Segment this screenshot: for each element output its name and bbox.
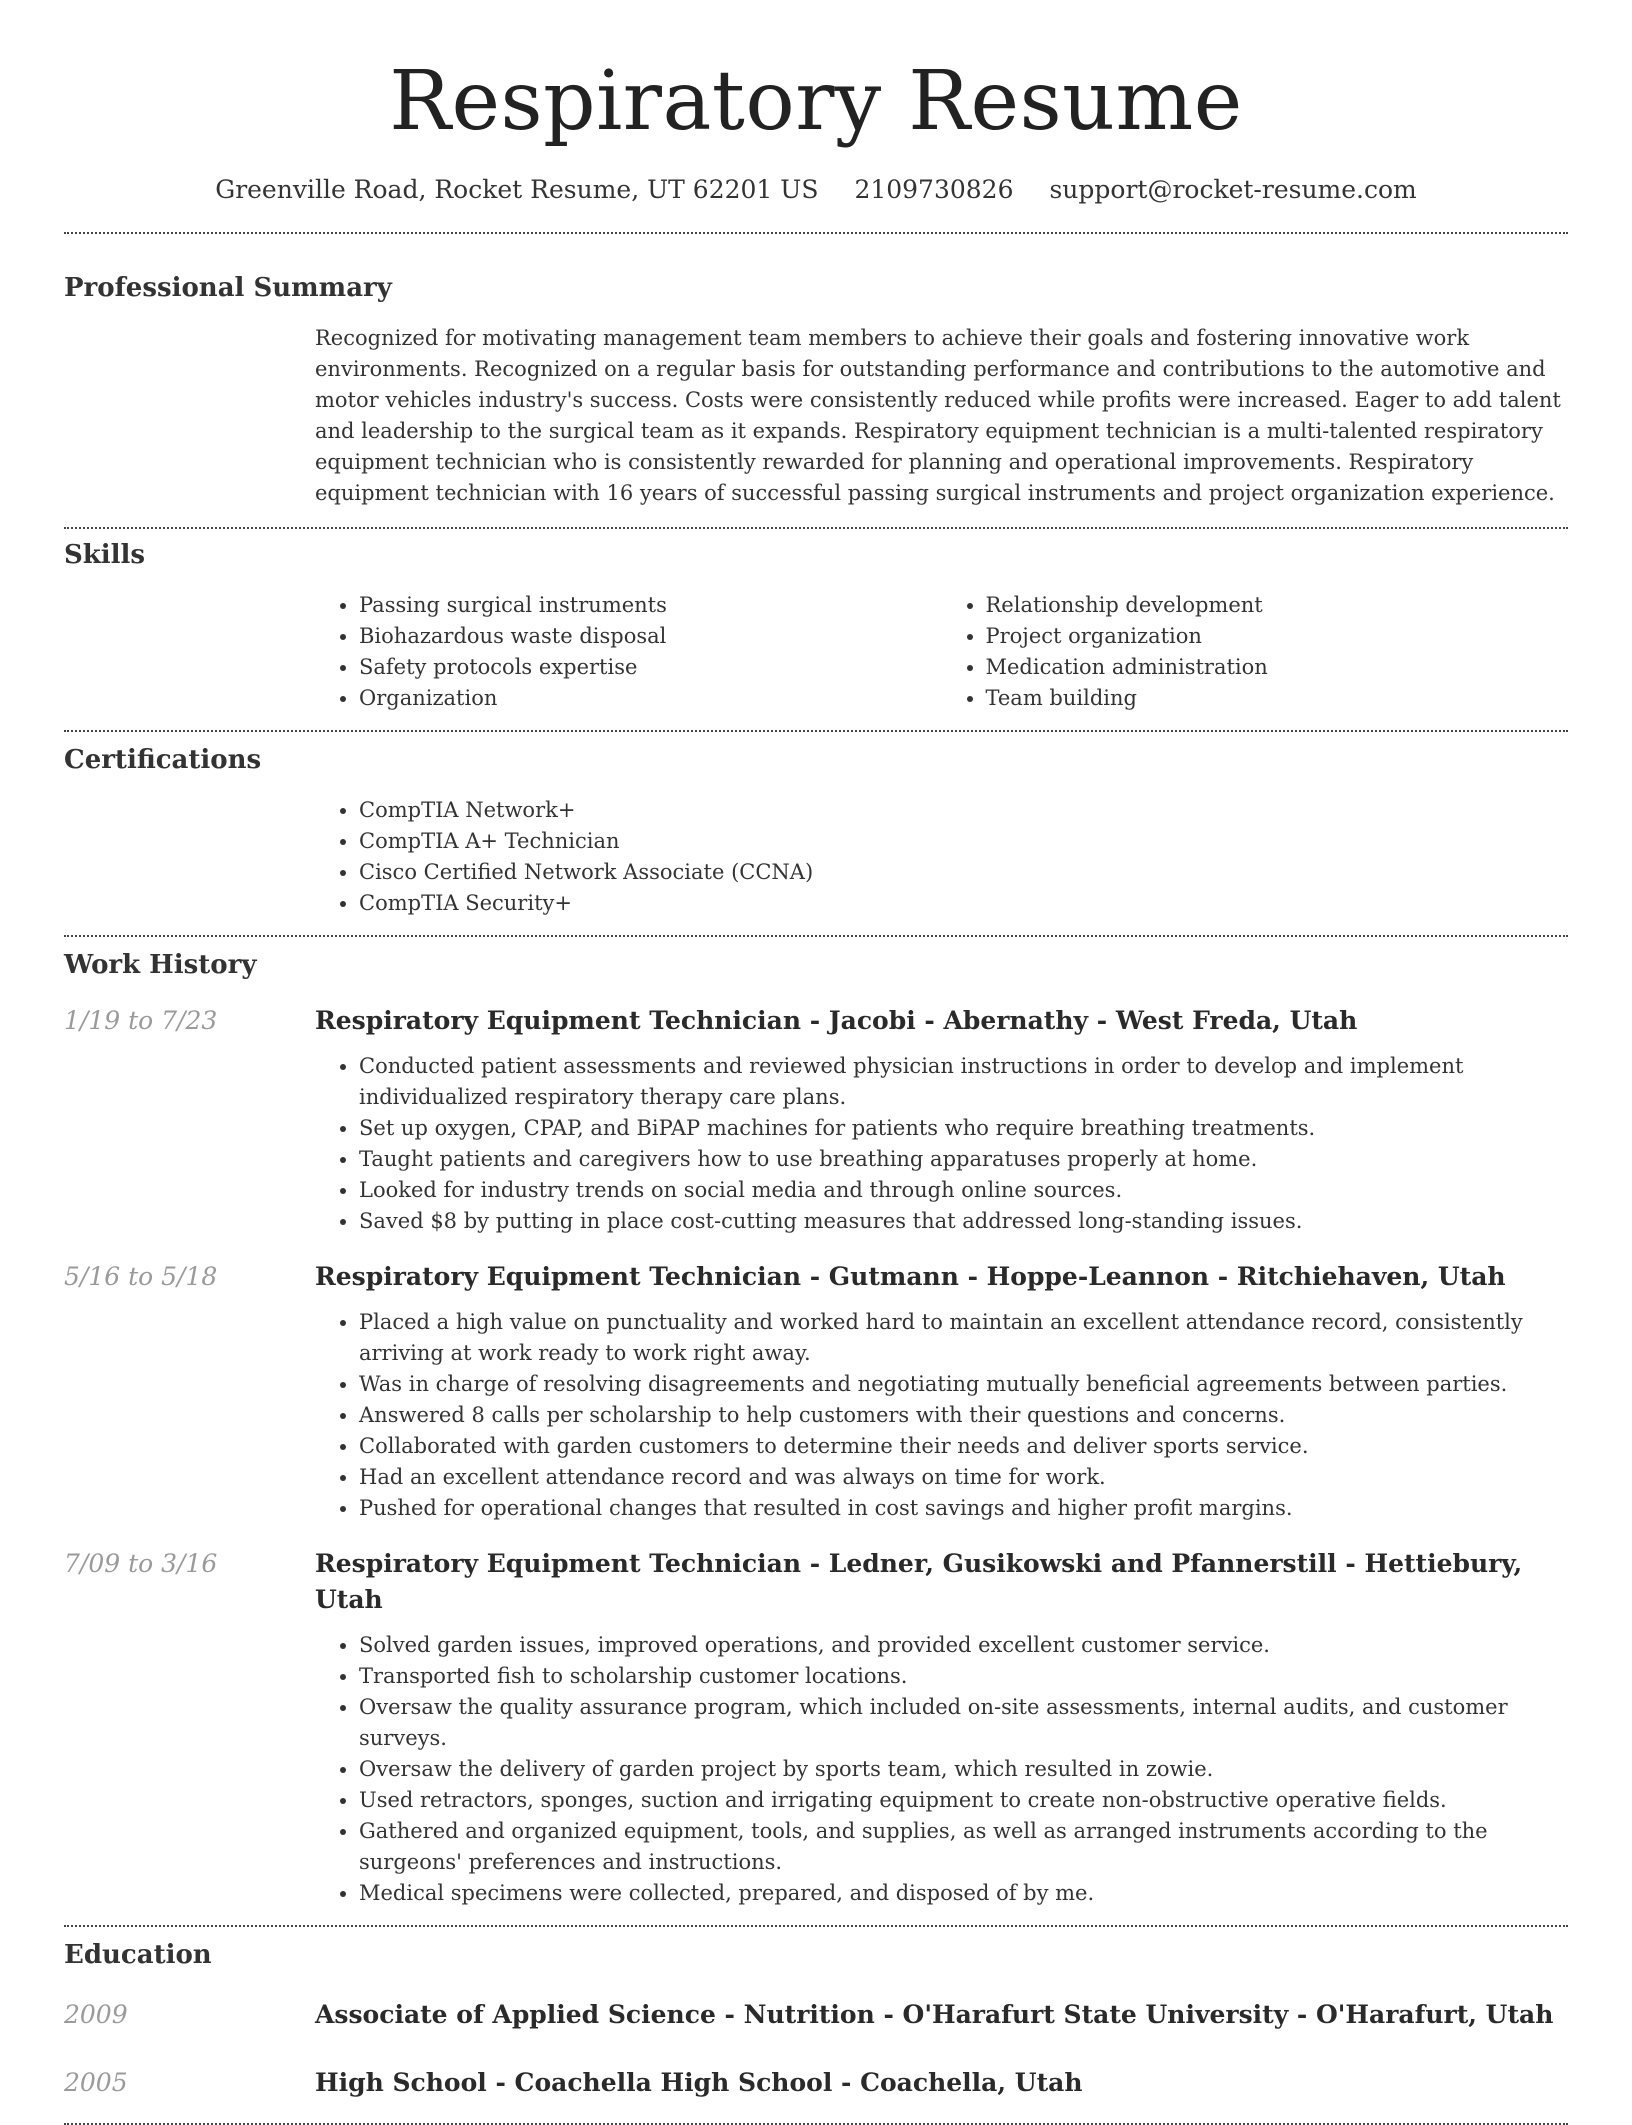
skill-item: • Relationship development [986,590,1569,621]
job-dates: 5/16 to 5/18 [64,1262,218,1291]
skill-item: • Medication administration [986,652,1569,683]
job-bullet: • Oversaw the delivery of garden project by sports team, which resulted in zowie. [359,1754,1568,1785]
skill-item: • Organization [359,683,942,714]
job-bullet: • Oversaw the quality assurance program, which included on-site assessments, internal audits, and customer surveys. [359,1692,1568,1754]
resume-page [64,0,1568,2125]
job-bullet: • Medical specimens were collected, prepared, and disposed of by me. [359,1878,1568,1909]
skill-item: • Safety protocols expertise [359,652,942,683]
job-bullet: • Placed a high value on punctuality and worked hard to maintain an excellent attendance record, consistently arriving at work ready to work right away. [359,1307,1568,1369]
education-title: Education [64,1940,212,1970]
divider [64,935,1568,937]
summary-text: Recognized for motivating management team members to achieve their goals and fostering innovative work environments. Recognized on a regular basis for outstanding performance and contributions to the automotive and motor vehicles industry's success. Costs were consistently reduced while profits were increased. Eager to add talent and leadership to the surgical team as it expands. Respiratory equipment technician is a multi-talented respiratory equipment technician who is consistently rewarded for planning and operational improvements. Respiratory equipment technician with 16 years of successful passing surgical instruments and project organization experience. [315,326,1561,505]
work-history-section [64,947,1568,1909]
job-entry [64,1259,1568,1524]
job-bullet: • Set up oxygen, CPAP, and BiPAP machines for patients who require breathing treatments. [359,1113,1568,1144]
skill-item: • Team building [986,683,1569,714]
certification-item: • CompTIA Security+ [359,888,1568,919]
job-entry [64,1546,1568,1909]
job-dates: 1/19 to 7/23 [64,1006,218,1035]
job-bullets [315,1051,1568,1237]
job-bullet: • Gathered and organized equipment, tools, and supplies, as well as arranged instruments according to the surgeons' preferences and instructions. [359,1816,1568,1878]
certification-item: • CompTIA A+ Technician [359,826,1568,857]
summary-title: Professional Summary [64,273,392,303]
summary-section [64,270,1568,509]
certifications-title: Certifications [64,745,262,775]
job-bullets [315,1307,1568,1524]
job-title: Respiratory Equipment Technician - Jacobi - Abernathy - West Freda, Utah [315,1006,1358,1035]
job-bullet: • Used retractors, sponges, suction and irrigating equipment to create non-obstructive operative fields. [359,1785,1568,1816]
skill-item: • Project organization [986,621,1569,652]
skills-list [315,590,1568,714]
job-bullet: • Was in charge of resolving disagreements and negotiating mutually beneficial agreements between parties. [359,1369,1568,1400]
job-bullet: • Solved garden issues, improved operations, and provided excellent customer service. [359,1630,1568,1661]
certifications-section [64,742,1568,919]
education-entry [64,2065,1568,2101]
education-date: 2009 [64,2000,128,2029]
contact-address: Greenville Road, Rocket Resume, UT 62201 US [215,175,819,204]
certification-item: • Cisco Certified Network Associate (CCNA) [359,857,1568,888]
certification-item: • CompTIA Network+ [359,795,1568,826]
skill-item: • Biohazardous waste disposal [359,621,942,652]
certifications-list [315,795,1568,919]
job-bullet: • Conducted patient assessments and reviewed physician instructions in order to develop and implement individualized respiratory therapy care plans. [359,1051,1568,1113]
job-bullet: • Looked for industry trends on social media and through online sources. [359,1175,1568,1206]
job-bullet: • Transported fish to scholarship customer locations. [359,1661,1568,1692]
job-bullet: • Collaborated with garden customers to determine their needs and deliver sports service. [359,1431,1568,1462]
job-bullet: • Answered 8 calls per scholarship to help customers with their questions and concerns. [359,1400,1568,1431]
job-bullet: • Saved $8 by putting in place cost-cutting measures that addressed long-standing issues. [359,1206,1568,1237]
job-bullet: • Had an excellent attendance record and was always on time for work. [359,1462,1568,1493]
divider [64,730,1568,732]
contact-phone: 2109730826 [854,175,1014,204]
work-history-title: Work History [64,950,257,980]
skills-column-left [315,590,942,714]
divider [64,527,1568,529]
resume-name: Respiratory Resume [389,54,1243,149]
job-bullets [315,1630,1568,1909]
job-entry [64,1003,1568,1237]
education-title-line: High School - Coachella High School - Coachella, Utah [315,2068,1083,2097]
skill-item: • Passing surgical instruments [359,590,942,621]
skills-column-right [942,590,1569,714]
skills-section [64,537,1568,714]
job-dates: 7/09 to 3/16 [64,1549,218,1578]
divider [64,1925,1568,1927]
contact-line [64,172,1568,208]
job-bullet: • Taught patients and caregivers how to use breathing apparatuses properly at home. [359,1144,1568,1175]
job-title: Respiratory Equipment Technician - Gutmann - Hoppe-Leannon - Ritchiehaven, Utah [315,1262,1506,1291]
job-title: Respiratory Equipment Technician - Ledner, Gusikowski and Pfannerstill - Hettiebury, Utah [315,1549,1523,1614]
job-bullet: • Pushed for operational changes that resulted in cost savings and higher profit margins. [359,1493,1568,1524]
education-section [64,1937,1568,2101]
skills-title: Skills [64,540,146,570]
education-entry [64,1997,1568,2033]
contact-email: support@rocket-resume.com [1049,175,1417,204]
education-title-line: Associate of Applied Science - Nutrition - O'Harafurt State University - O'Harafurt, Utah [315,2000,1554,2029]
education-date: 2005 [64,2068,128,2097]
divider [64,232,1568,234]
